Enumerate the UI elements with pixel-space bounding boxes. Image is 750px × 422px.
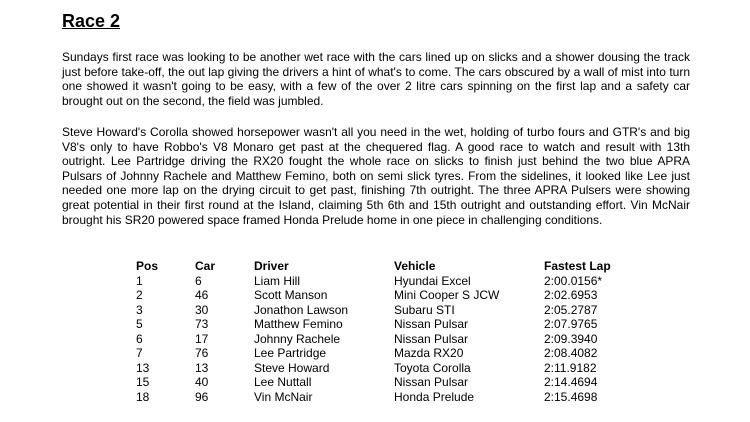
driver-cell: Steve Howard: [254, 360, 330, 375]
pos-cell: 1: [136, 273, 143, 288]
vehicle-cell: Mazda RX20: [394, 346, 464, 360]
fastest-lap-cell: 2:15.4698: [544, 389, 598, 404]
vehicle-cell: Mini Cooper S JCW: [394, 288, 500, 302]
vehicle-cell: Subaru STI: [394, 302, 455, 317]
column-header-pos: Pos: [136, 259, 159, 273]
pos-cell: 15: [136, 375, 150, 389]
car-cell: 96: [195, 389, 209, 404]
table-row: [136, 390, 654, 405]
driver-cell: Matthew Femino: [254, 317, 343, 331]
column-header-vehicle: Vehicle: [394, 259, 436, 273]
table-row: [136, 303, 654, 318]
driver-cell: Vin McNair: [254, 389, 313, 404]
driver-cell: Liam Hill: [254, 273, 301, 288]
results-header-row: [136, 259, 654, 274]
car-cell: 6: [195, 273, 202, 288]
fastest-lap-cell: 2:08.4082: [544, 346, 598, 360]
paragraph-summary: Steve Howard's Corolla showed horsepower wasn't all you need in the wet, holding of turbo fours and GTR's and big V8's only to have Robbo's V8 Monaro get past at the chequered flag. A good race to watch and result with 13th outright. Lee Partridge driving the RX20 fought the whole race on slicks to finish just behind the two blue APRA Pulsars of Johnny Rachele and Matthew Femino, both on semi slick tyres. From the sidelines, it looked like Lee just needed one more lap on the drying circuit to get past, finishing 7th outright. The three APRA Pulsers were showing great potential in their first round at the Island, claiming 5th 6th and 15th outright and outstanding effort. Vin McNair brought his SR20 powered space framed Honda Prelude home in one piece in challenging conditions.: [62, 125, 690, 227]
table-row: [136, 361, 654, 376]
vehicle-cell: Honda Prelude: [394, 389, 475, 404]
car-cell: 46: [195, 288, 209, 302]
table-row: [136, 332, 654, 347]
pos-cell: 18: [136, 389, 150, 404]
fastest-lap-cell: 2:09.3940: [544, 331, 598, 346]
table-row: [136, 274, 654, 289]
car-cell: 13: [195, 360, 209, 375]
results-body: [136, 274, 654, 405]
fastest-lap-cell: 2:02.6953: [544, 288, 598, 302]
car-cell: 76: [195, 346, 209, 360]
driver-cell: Lee Partridge: [254, 346, 327, 360]
vehicle-cell: Nissan Pulsar: [394, 317, 469, 331]
vehicle-cell: Nissan Pulsar: [394, 375, 469, 389]
vehicle-cell: Toyota Corolla: [394, 360, 471, 375]
car-cell: 73: [195, 317, 209, 331]
pos-cell: 5: [136, 317, 143, 331]
fastest-lap-cell: 2:07.9765: [544, 317, 598, 331]
paragraph-intro: Sundays first race was looking to be another wet race with the cars lined up on slicks and a shower dousing the track just before take-off, the out lap giving the drivers a hint of what's to come. The cars obscured by a wall of mist into turn one showed it wasn't going to be easy, with a few of the over 2 litre cars spinning on the first lap and a safety car brought out on the second, the field was jumbled.: [62, 50, 690, 108]
fastest-lap-cell: 2:05.2787: [544, 302, 598, 317]
page-title: Race 2: [62, 11, 121, 31]
driver-cell: Johnny Rachele: [254, 331, 341, 346]
table-row: [136, 346, 654, 361]
table-row: [136, 375, 654, 390]
table-row: [136, 288, 654, 303]
vehicle-cell: Nissan Pulsar: [394, 331, 469, 346]
pos-cell: 6: [136, 331, 143, 346]
column-header-car: Car: [195, 259, 216, 273]
pos-cell: 13: [136, 360, 150, 375]
driver-cell: Lee Nuttall: [254, 375, 312, 389]
fastest-lap-cell: 2:11.9182: [544, 360, 597, 375]
pos-cell: 7: [136, 346, 143, 360]
fastest-lap-cell: 2:00.0156*: [544, 273, 603, 288]
fastest-lap-cell: 2:14.4694: [544, 375, 598, 389]
car-cell: 17: [195, 331, 209, 346]
table-row: [136, 317, 654, 332]
results-table: [136, 259, 654, 404]
driver-cell: Scott Manson: [254, 288, 328, 302]
driver-cell: Jonathon Lawson: [254, 302, 349, 317]
pos-cell: 2: [136, 288, 143, 302]
pos-cell: 3: [136, 302, 143, 317]
column-header-fastest-lap: Fastest Lap: [544, 259, 611, 273]
car-cell: 30: [195, 302, 209, 317]
column-header-driver: Driver: [254, 259, 289, 273]
vehicle-cell: Hyundai Excel: [394, 273, 471, 288]
car-cell: 40: [195, 375, 209, 389]
